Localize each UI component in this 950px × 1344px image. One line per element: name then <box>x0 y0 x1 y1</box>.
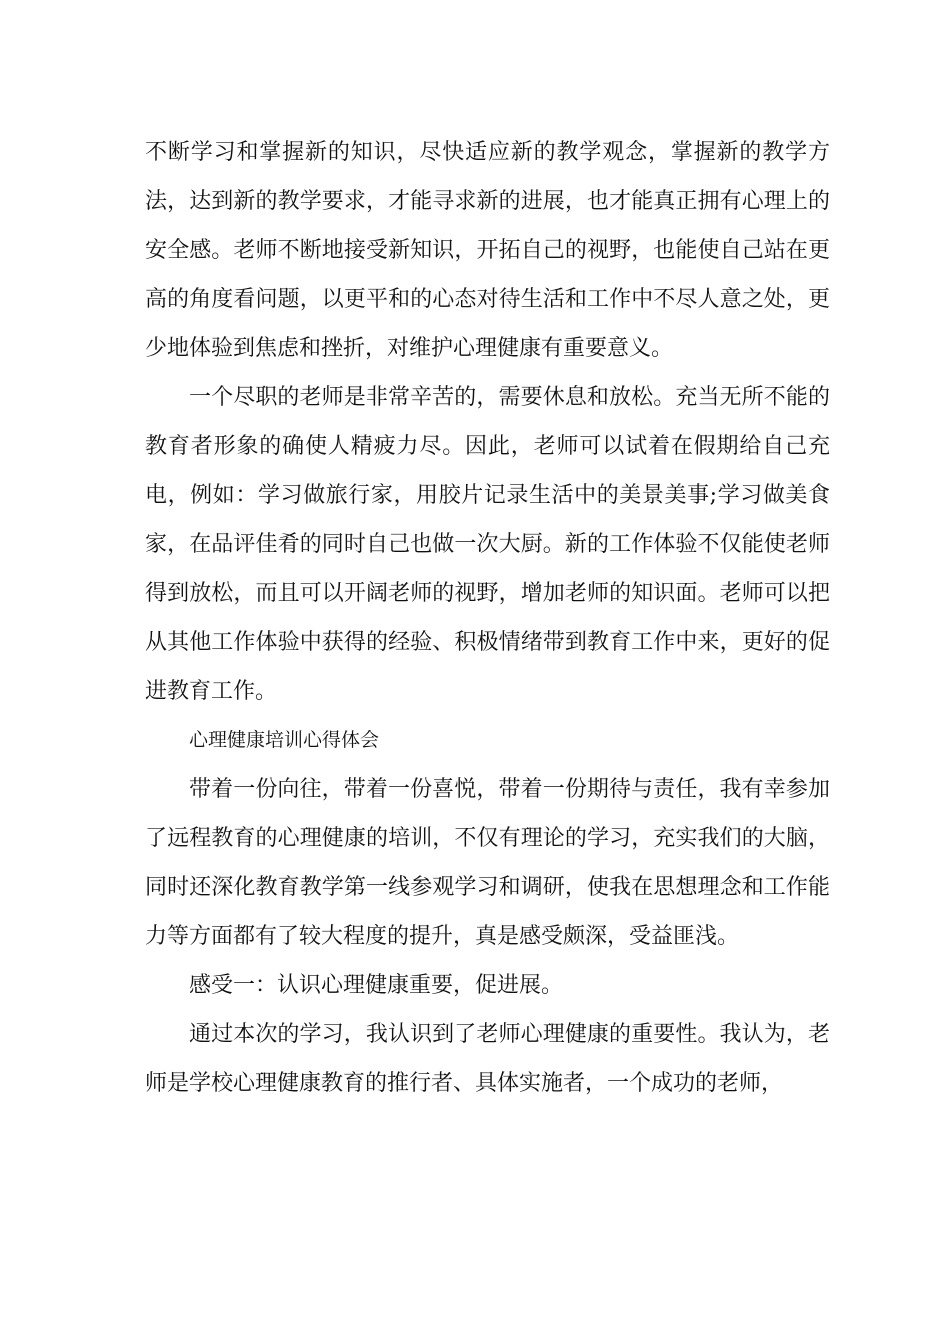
paragraph-rest-and-relax: 一个尽职的老师是非常辛苦的，需要休息和放松。充当无所不能的教育者形象的确使人精疲力尽。因此，老师可以试着在假期给自己充电，例如：学习做旅行家，用胶片记录生活中的美景美事;学习做美食家，在品评佳肴的同时自己也做一次大厨。新的工作体验不仅能使老师得到放松，而且可以开阔老师的视野，增加老师的知识面。老师可以把从其他工作体验中获得的经验、积极情绪带到教育工作中来，更好的促进教育工作。 <box>145 385 830 704</box>
paragraph-training-intro: 带着一份向往，带着一份喜悦，带着一份期待与责任，我有幸参加了远程教育的心理健康的培训，不仅有理论的学习，充实我们的大脑，同时还深化教育教学第一线参观学习和调研，使我在思想理念和工作能力等方面都有了较大程度的提升，真是感受颇深，受益匪浅。 <box>145 777 830 949</box>
paragraph-importance: 通过本次的学习，我认识到了老师心理健康的重要性。我认为，老师是学校心理健康教育的推行者、具体实施者，一个成功的老师， <box>145 1022 830 1096</box>
paragraph-continuation: 不断学习和掌握新的知识，尽快适应新的教学观念，掌握新的教学方法，达到新的教学要求，才能寻求新的进展，也才能真正拥有心理上的安全感。老师不断地接受新知识，开拓自己的视野，也能使自己站在更高的角度看问题，以更平和的心态对待生活和工作中不尽人意之处，更少地体验到焦虑和挫折，对维护心理健康有重要意义。 <box>145 140 830 361</box>
section-heading: 心理健康培训心得体会 <box>189 729 380 751</box>
paragraph-feeling-one: 感受一：认识心理健康重要，促进展。 <box>189 973 564 998</box>
document-body <box>145 128 830 1108</box>
